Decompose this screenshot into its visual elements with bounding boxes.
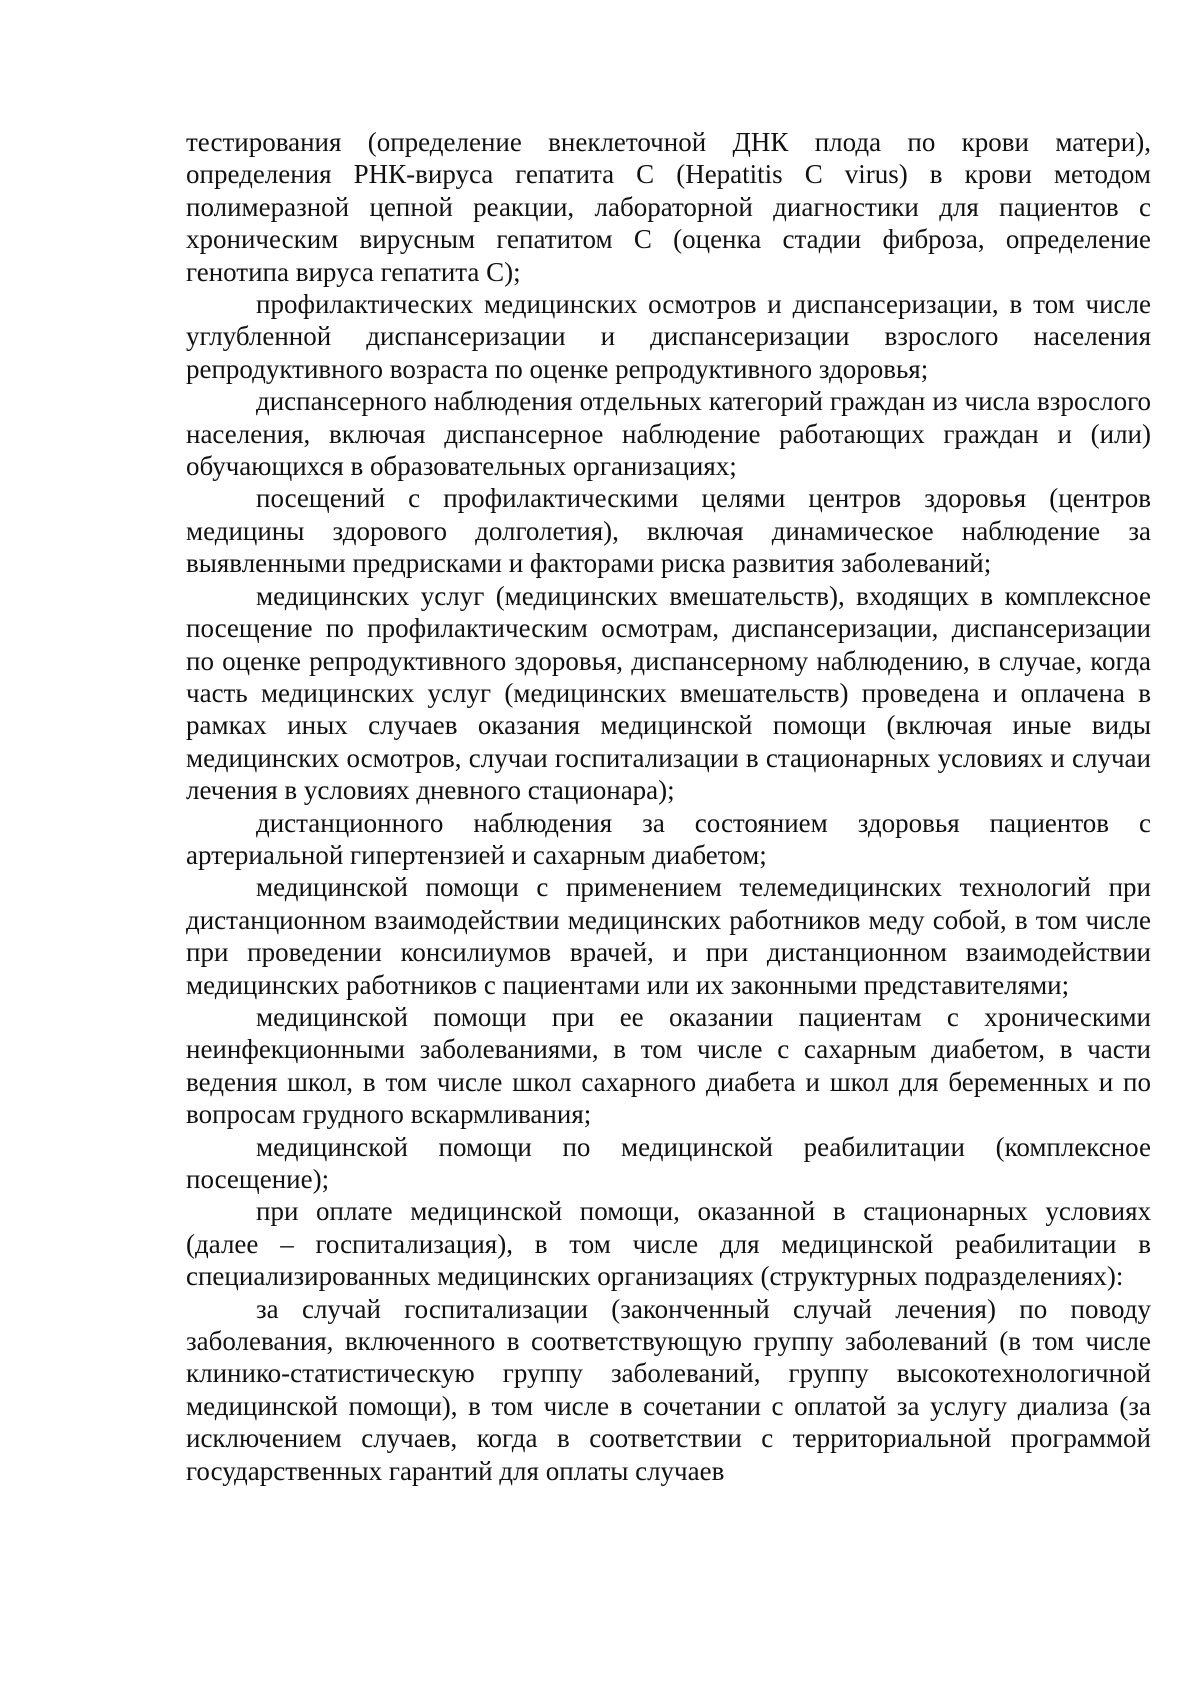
paragraph-health-centers: посещений с профилактическими целями центров здоровья (центров медицины здорового долголетия), включая динамическое наблюдение за выявленными предрисками и факторами риска развития заболеваний; <box>186 483 1151 579</box>
paragraph-dispensary-observation: диспансерного наблюдения отдельных категорий граждан из числа взрослого населения, включая диспансерное наблюдение работающих граждан и (или) обучающихся в образовательных организациях; <box>186 386 1151 482</box>
paragraph-rehabilitation: медицинской помощи по медицинской реабилитации (комплексное посещение); <box>186 1131 1151 1194</box>
paragraph-chronic-diseases: медицинской помощи при ее оказании пациентам с хроническими неинфекционными заболеваниями, в том числе с сахарным диабетом, в части ведения школ, в том числе школ сахарного диабета и школ для беременных и по вопросам грудного вскармливания; <box>186 1001 1151 1130</box>
paragraph-testing: тестирования (определение внеклеточной ДНК плода по крови матери), определения РНК-вируса гепатита С (Hepatitis C virus) в крови методом полимеразной цепной реакции, лабораторной диагностики для пациентов с хроническим вирусным гепатитом С (оценка стадии фиброза, определение генотипа вируса гепатита С); <box>186 127 1151 287</box>
paragraph-inpatient-payment: при оплате медицинской помощи, оказанной в стационарных условиях (далее – госпитализация), в том числе для медицинской реабилитации в специализированных медицинских организациях (структурных подразделениях): <box>186 1196 1151 1292</box>
paragraph-remote-monitoring: дистанционного наблюдения за состоянием здоровья пациентов с артериальной гипертензией и сахарным диабетом; <box>186 807 1151 870</box>
paragraph-hospitalization-case: за случай госпитализации (законченный случай лечения) по поводу заболевания, включенного в соответствующую группу заболеваний (в том числе клинико-статистическую группу заболеваний, группу высокотехнологичной медицинской помощи), в том числе в сочетании с оплатой за услугу диализа (за исключением случаев, когда в соответствии с территориальной программой государственных гарантий для оплаты случаев <box>186 1293 1151 1486</box>
paragraph-medical-services: медицинских услуг (медицинских вмешательств), входящих в комплексное посещение по профилактическим осмотрам, диспансеризации, диспансеризации по оценке репродуктивного здоровья, диспансерному наблюдению, в случае, когда часть медицинских услуг (медицинских вмешательств) проведена и оплачена в рамках иных случаев оказания медицинской помощи (включая иные виды медицинских осмотров, случаи госпитализации в стационарных условиях и случаи лечения в условиях дневного стационара); <box>186 580 1151 806</box>
document-body <box>186 126 1151 1487</box>
paragraph-telemedicine: медицинской помощи с применением телемедицинских технологий при дистанционном взаимодействии медицинских работников меду собой, в том числе при проведении консилиумов врачей, и при дистанционном взаимодействии медицинских работников с пациентами или их законными представителями; <box>186 872 1151 1000</box>
paragraph-preventive-exams: профилактических медицинских осмотров и диспансеризации, в том числе углубленной диспансеризации и диспансеризации взрослого населения репродуктивного возраста по оценке репродуктивного здоровья; <box>186 289 1151 384</box>
